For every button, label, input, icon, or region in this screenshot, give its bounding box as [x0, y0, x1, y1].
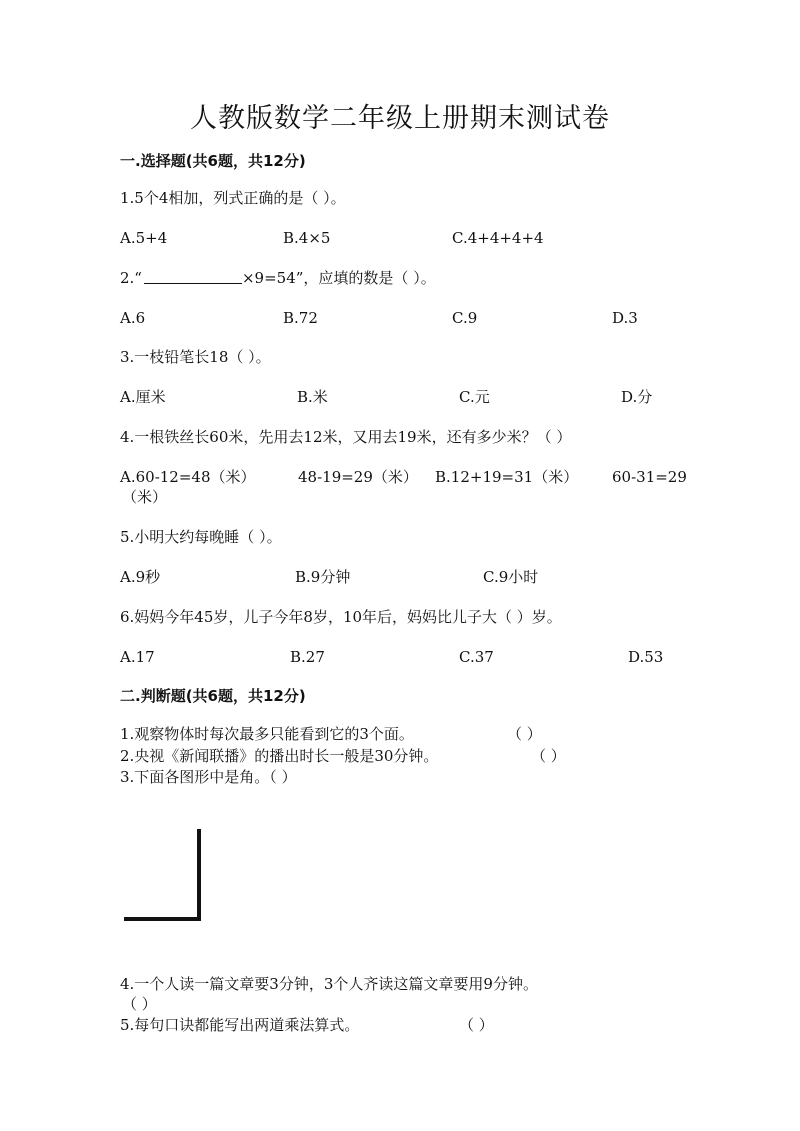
question-3-option-a: A.厘米: [120, 388, 166, 406]
question-6: 6.妈妈今年45岁，儿子今年8岁，10年后，妈妈比儿子大（ ）岁。: [120, 608, 562, 626]
question-2-option-a: A.6: [120, 309, 146, 327]
question-6-option-b: B.27: [290, 648, 325, 666]
question-5: 5.小明大约每晚睡（ ）。: [120, 528, 282, 546]
question-2-option-c: C.9: [452, 309, 478, 327]
question-1: 1.5个4相加，列式正确的是（ ）。: [120, 189, 346, 207]
question-4-option-b-step2: 60-31=29: [612, 468, 687, 486]
question-2-prefix: 2.“: [120, 269, 142, 287]
judgement-5-bracket: （ ）: [459, 1016, 494, 1034]
question-5-option-a: A.9秒: [120, 568, 161, 586]
judgement-2: 2.央视《新闻联播》的播出时长一般是30分钟。: [120, 747, 439, 765]
judgement-2-bracket: （ ）: [531, 747, 566, 765]
question-6-option-d: D.53: [628, 648, 664, 666]
question-3: 3.一枝铅笔长18（ ）。: [120, 348, 271, 366]
question-5-option-b: B.9分钟: [295, 568, 351, 586]
question-1-option-a: A.5+4: [120, 229, 168, 247]
angle-figure: [124, 828, 208, 930]
question-3-option-d: D.分: [621, 388, 653, 406]
judgement-1: 1.观察物体时每次最多只能看到它的3个面。: [120, 725, 414, 743]
section-heading-choice: 一.选择题(共6题，共12分): [120, 152, 306, 170]
judgement-4: 4.一个人读一篇文章要3分钟，3个人齐读这篇文章要用9分钟。: [120, 975, 538, 993]
question-4: 4.一根铁丝长60米，先用去12米，又用去19米，还有多少米？（ ）: [120, 428, 572, 446]
section-heading-judgement: 二.判断题(共6题，共12分): [120, 687, 306, 705]
judgement-5: 5.每句口诀都能写出两道乘法算式。: [120, 1016, 360, 1034]
question-3-option-c: C.元: [459, 388, 490, 406]
judgement-4-bracket: （ ）: [122, 995, 157, 1013]
judgement-1-bracket: （ ）: [507, 725, 542, 743]
question-2-option-d: D.3: [612, 309, 638, 327]
question-4-option-wrap: （米）: [122, 488, 168, 506]
question-4-option-a-step2: 48-19=29（米）: [298, 468, 418, 486]
page-title: 人教版数学二年级上册期末测试卷: [190, 103, 610, 134]
answer-blank: [144, 269, 242, 284]
question-4-option-b: B.12+19=31（米）: [435, 468, 579, 486]
question-6-option-c: C.37: [459, 648, 494, 666]
angle-lines: [126, 831, 199, 919]
question-4-option-a: A.60-12=48（米）: [120, 468, 256, 486]
question-2-option-b: B.72: [283, 309, 318, 327]
question-5-option-c: C.9小时: [483, 568, 539, 586]
question-2-suffix: ×9=54”，应填的数是（ ）。: [241, 269, 436, 287]
angle-shape: [124, 828, 208, 926]
judgement-3: 3.下面各图形中是角。（ ）: [120, 768, 297, 786]
question-1-option-b: B.4×5: [283, 229, 331, 247]
question-1-option-c: C.4+4+4+4: [452, 229, 544, 247]
question-6-option-a: A.17: [120, 648, 155, 666]
question-3-option-b: B.米: [297, 388, 328, 406]
question-2: [120, 268, 436, 288]
